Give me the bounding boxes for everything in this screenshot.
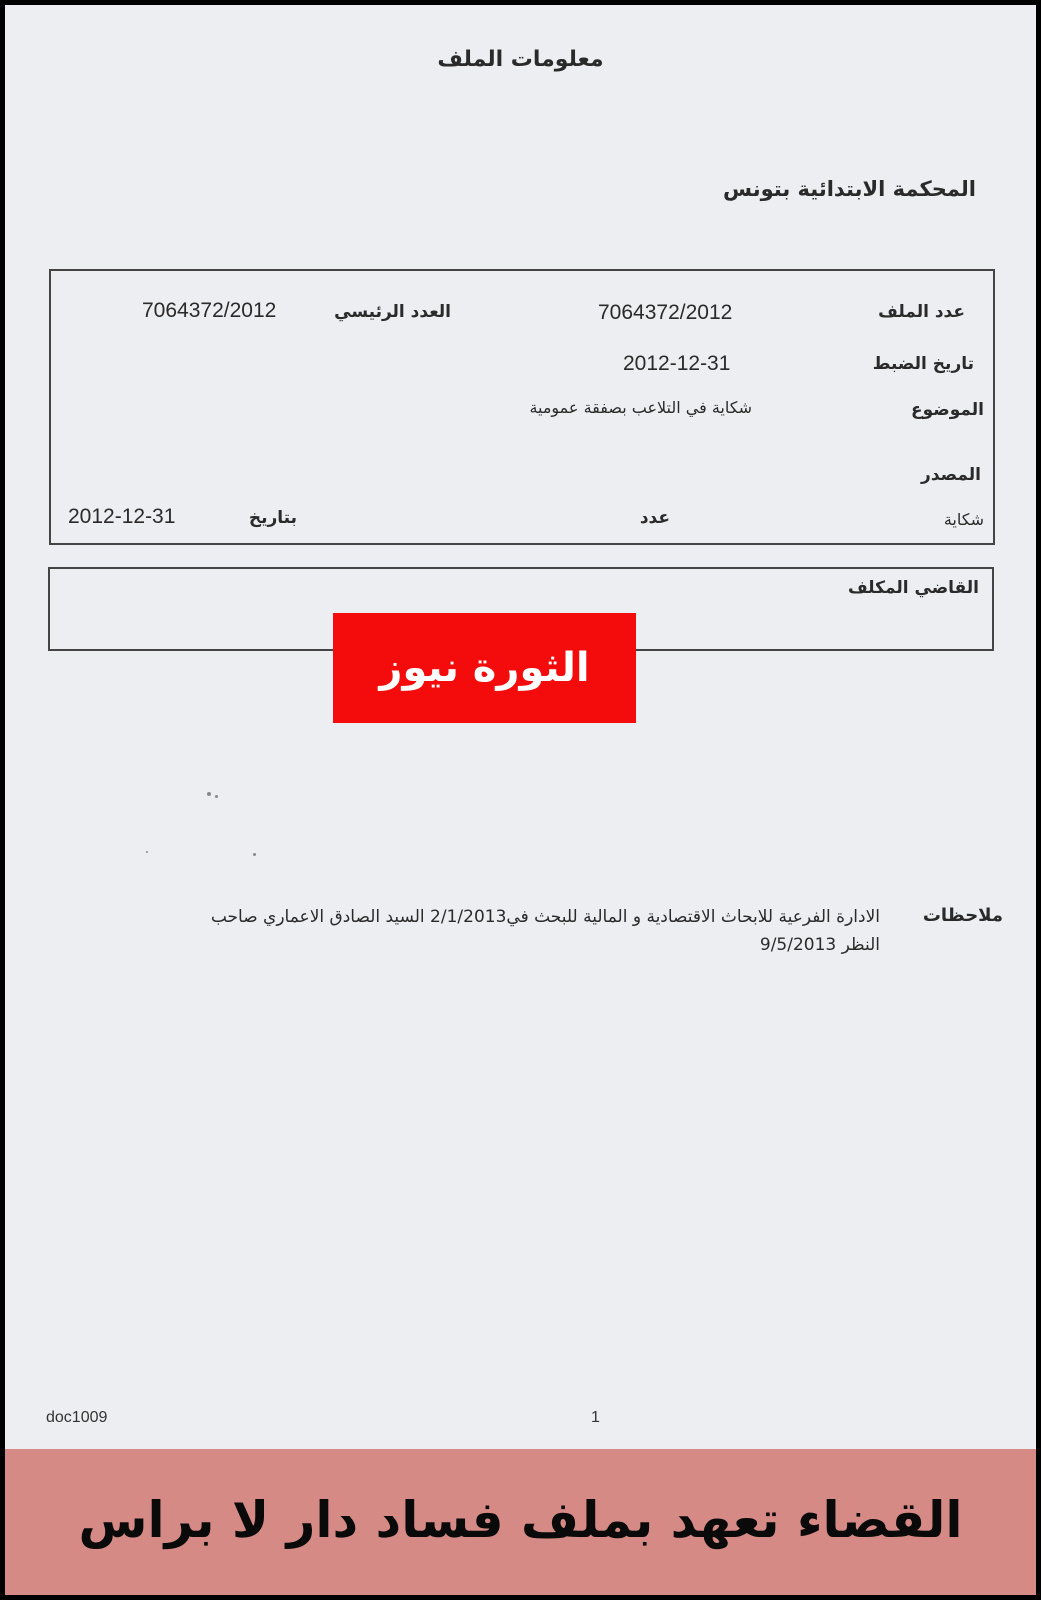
- document-id: doc1009: [46, 1409, 108, 1426]
- court-name: المحكمة الابتدائية بتونس: [723, 177, 976, 201]
- notes-label: ملاحظات: [922, 905, 1003, 926]
- headline-text: القضاء تعهد بملف فساد دار لا براس: [78, 1491, 963, 1549]
- file-number-label: عدد الملف: [878, 302, 965, 322]
- subject-label: الموضوع: [911, 400, 984, 420]
- document-page: [5, 5, 1036, 1595]
- main-number-value: 7064372/2012: [142, 299, 277, 322]
- source-date-value: 2012-12-31: [68, 505, 176, 528]
- subject-value: شكاية في التلاعب بصفقة عمومية: [529, 398, 752, 417]
- scan-speck: [253, 853, 256, 856]
- source-type-value: شكاية: [943, 510, 984, 529]
- scan-speck: [215, 795, 218, 798]
- source-date-label: بتاريخ: [248, 508, 297, 528]
- source-number-label: عدد: [639, 508, 670, 528]
- scan-speck: [146, 851, 148, 853]
- source-label: المصدر: [921, 465, 981, 485]
- notes-text: [90, 903, 880, 959]
- scan-speck: [207, 792, 211, 796]
- watermark-stamp: الثورة نيوز: [333, 613, 636, 723]
- headline-banner: [5, 1449, 1036, 1595]
- main-number-label: العدد الرئيسي: [334, 302, 451, 322]
- notes-line-2: النظر 9/5/2013: [759, 935, 880, 955]
- file-number-value: 7064372/2012: [598, 301, 733, 324]
- registration-date-value: 2012-12-31: [623, 352, 731, 375]
- page-number: 1: [591, 1409, 600, 1426]
- assigned-judge-label: القاضي المكلف: [847, 578, 979, 598]
- registration-date-label: تاريخ الضبط: [872, 354, 974, 374]
- notes-line-1: الادارة الفرعية للابحاث الاقتصادية و المالية للبحث في2/1/2013 السيد الصادق الاعماري صاحب: [210, 907, 880, 927]
- document-title: معلومات الملف: [437, 47, 604, 72]
